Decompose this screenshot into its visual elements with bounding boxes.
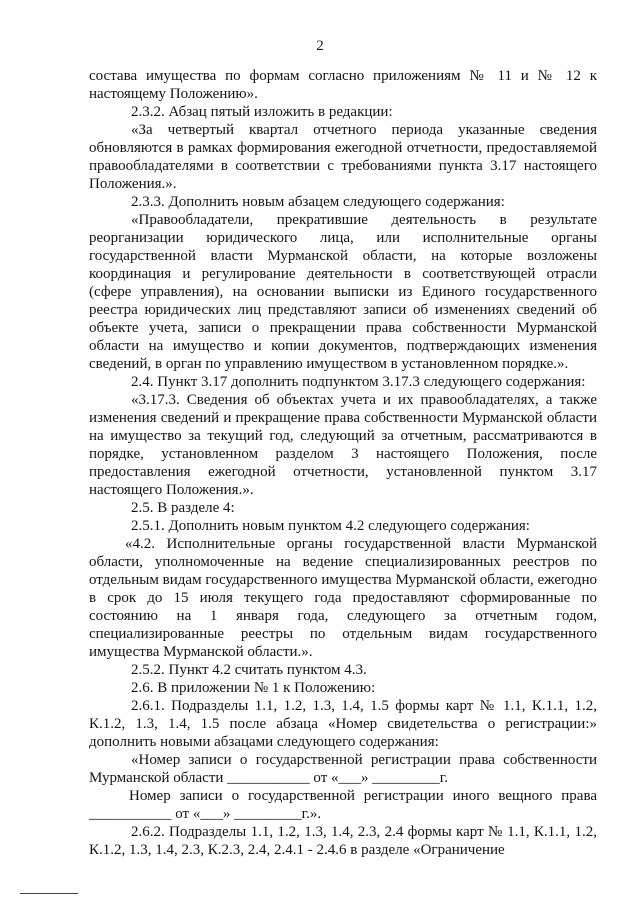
page-number: 2 (316, 38, 324, 54)
paragraph: состава имущества по формам согласно приложениям № 11 и № 12 к настоящему Положению». (89, 68, 597, 102)
paragraph: «4.2. Исполнительные органы государственной власти Мурманской области, уполномоченные на ведение специализированных реестров по отдельным видам государственного имущества Мурманской области, ежегодно в срок до 15 июля текущего года предоставляют сформированные по состоянию на 1 января года, следующего за отчетным годом, специализированные реестры по отдельным видам государственного имущества Мурманской области.». (89, 536, 597, 660)
paragraph: 2.5.2. Пункт 4.2 считать пунктом 4.3. (131, 662, 367, 678)
paragraph: «3.17.3. Сведения об объектах учета и их правообладателях, а также изменения сведений и прекращение права собственности Мурманской области на имущество за текущий год, следующий за отчетным, рассматриваются в порядке, установленном разделом 3 настоящего Положения, после предоставления ежегодной отчетности, установленной пунктом 3.17 настоящего Положения.». (89, 392, 597, 498)
paragraph: «За четвертый квартал отчетного периода указанные сведения обновляются в рамках формирования ежегодной отчетности, предоставляемой правообладателями в соответствии с требованиями пункта 3.17 настоящего Положения.». (89, 122, 597, 192)
paragraph: 2.4. Пункт 3.17 дополнить подпунктом 3.17.3 следующего содержания: (131, 374, 586, 390)
paragraph: «Правообладатели, прекратившие деятельность в результате реорганизации юридического лица, или исполнительные органы государственной власти Мурманской области, на которые возложены координация и регулирование деятельности в соответствующей отрасли (сфере управления), на основании выписки из Единого государственного реестра юридических лиц представляют записи об изменениях сведений об объекте учета, записи о прекращении права собственности Мурманской области на имущество и копии документов, подтверждающих изменения сведений, в орган по управлению имуществом в установленном порядке.». (89, 212, 597, 372)
paragraph: 2.6.2. Подразделы 1.1, 1.2, 1.3, 1.4, 2.3, 2.4 формы карт № 1.1, К.1.1, 1.2, К.1.2, 1.3, 1.4, 2.3, К.2.3, 2.4, 2.4.1 - 2.4.6 в разделе «Ограничение (89, 824, 597, 858)
document-body (89, 67, 597, 859)
paragraph: 2.5.1. Дополнить новым пунктом 4.2 следующего содержания: (131, 518, 530, 534)
paragraph: 2.3.3. Дополнить новым абзацем следующего содержания: (131, 194, 505, 210)
paragraph: 2.5. В разделе 4: (131, 500, 235, 516)
paragraph: «Номер записи о государственной регистрации права собственности Мурманской области ___________ от «___» _________г. (89, 752, 597, 786)
paragraph: 2.3.2. Абзац пятый изложить в редакции: (131, 104, 393, 120)
paragraph: Номер записи о государственной регистрации иного вещного права ___________ от «___» _________г.». (89, 788, 597, 822)
paragraph: 2.6. В приложении № 1 к Положению: (131, 680, 376, 696)
paragraph: 2.6.1. Подразделы 1.1, 1.2, 1.3, 1.4, 1.5 формы карт № 1.1, К.1.1, 1.2, К.1.2, 1.3, 1.4, 1.5 после абзаца «Номер свидетельства о регистрации:» дополнить новыми абзацами следующего содержания: (89, 698, 597, 750)
footer-rule (20, 893, 78, 894)
